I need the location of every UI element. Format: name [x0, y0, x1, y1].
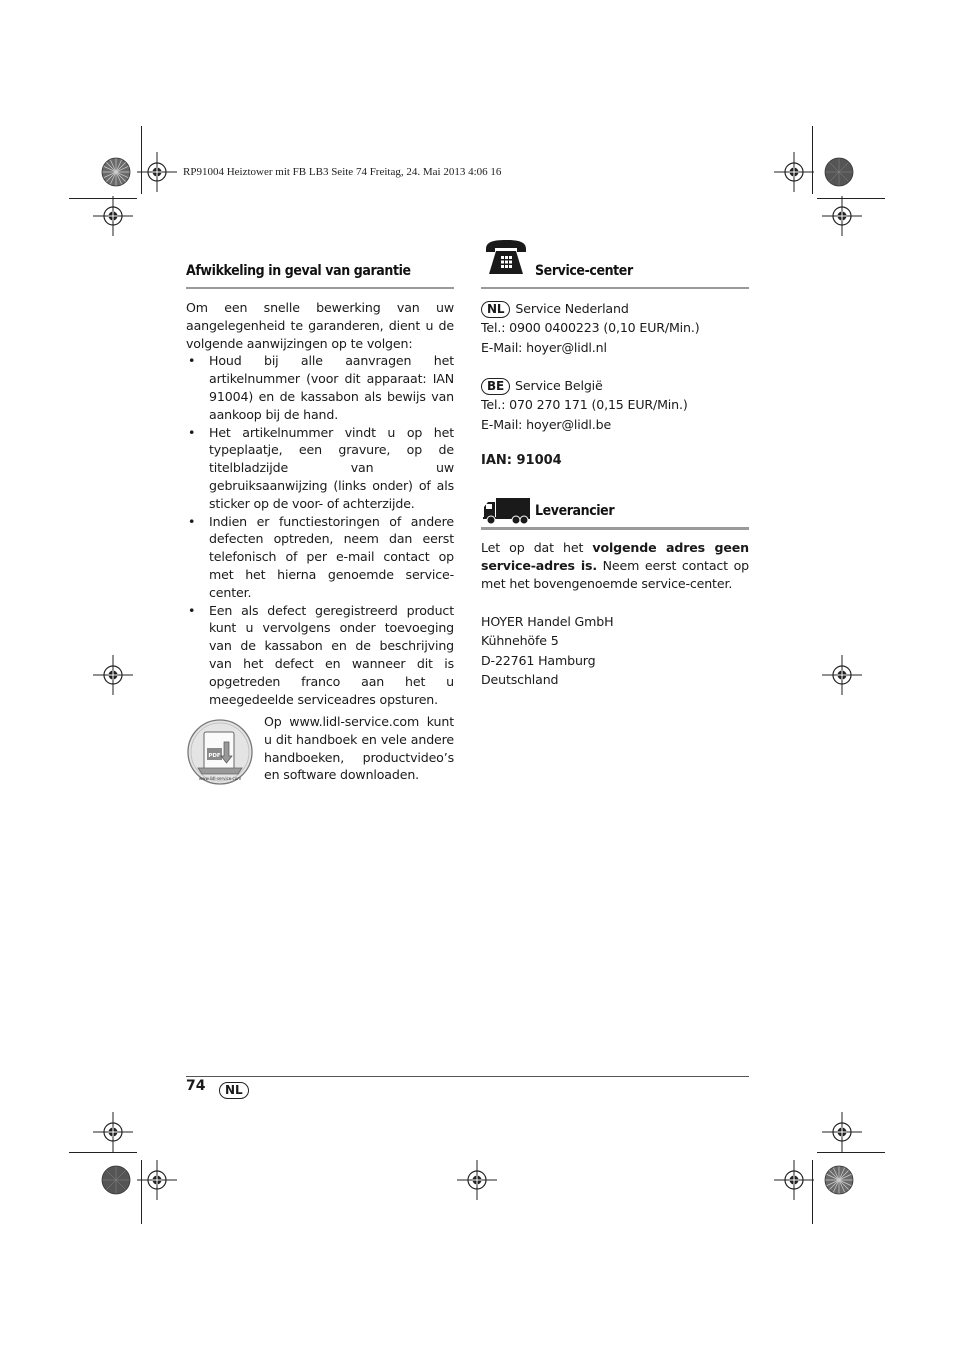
manual-download-icon [186, 718, 254, 786]
registration-mark-icon [822, 196, 862, 236]
warranty-section-title: Afwikkeling in geval van garantie [186, 263, 411, 279]
truck-icon [483, 497, 531, 525]
download-note: Op www.lidl-service.com kunt u dit handboek en vele andere handboeken, productvideo’s en software downloaden. [264, 714, 454, 783]
address-line: Deutschland [481, 671, 559, 687]
nl-service-name: Service Nederland [515, 301, 629, 316]
registration-mark-icon [93, 655, 133, 695]
service-nl-block [481, 299, 749, 357]
warranty-intro: Om een snelle bewerking van uw aangelegenheid te garanderen, dient u de volgende aanwijzingen op te volgen: [186, 300, 454, 351]
section-divider [186, 287, 454, 289]
list-item: • Indien er functiestoringen of andere defecten optreden, neem dan eerst telefonisch of per e-mail contact op met het hierna genoemde service-center. [186, 513, 454, 602]
section-divider [481, 287, 749, 289]
registration-mark-icon [93, 196, 133, 236]
color-swatch-icon [101, 1165, 131, 1195]
color-swatch-icon [101, 157, 131, 187]
supplier-title: Leverancier [535, 503, 615, 519]
list-item: • Een als defect geregistreerd product kunt u vervolgens onder toevoeging van de kassabon en de beschrijving van het defect en wanneer dit is opgetreden franco aan het u meegedeelde serviceadres opsturen. [186, 602, 454, 709]
ian-number: IAN: 91004 [481, 453, 562, 468]
address-line: HOYER Handel GmbH [481, 614, 614, 629]
color-swatch-icon [824, 157, 854, 187]
color-swatch-icon [824, 1165, 854, 1195]
supplier-note-bold: volgende adres geen service-adres is. [481, 540, 749, 573]
supplier-note: Let op dat het volgende adres geen service-adres is. Neem eerst contact op met het bovengenoemde service-center. [481, 540, 750, 591]
registration-mark-icon [137, 1160, 177, 1200]
service-center-title: Service-center [535, 263, 633, 279]
nl-email: E-Mail: hoyer@lidl.nl [481, 339, 607, 355]
be-service-name: Service België [515, 378, 603, 393]
print-slug: RP91004 Heiztower mit FB LB3 Seite 74 Freitag, 24. Mai 2013 4:06 16 [183, 166, 502, 178]
footer-divider [186, 1076, 749, 1077]
registration-mark-icon [93, 1112, 133, 1152]
be-email: E-Mail: hoyer@lidl.be [481, 416, 612, 432]
telephone-icon [483, 239, 529, 277]
registration-mark-icon [822, 655, 862, 695]
list-item: • Houd bij alle aanvragen het artikelnummer (voor dit apparaat: IAN 91004) en de kassabon als bewijs van aankoop bij de hand. [186, 352, 454, 423]
service-be-block [481, 376, 749, 434]
logo-pdf-label: PDF [208, 753, 221, 759]
footer-lang-badge: NL [219, 1082, 249, 1099]
page-number: 74 [186, 1078, 206, 1094]
warranty-body [186, 299, 454, 708]
registration-mark-icon [822, 1112, 862, 1152]
nl-badge: NL [481, 301, 510, 318]
be-phone: Tel.: 070 270 171 (0,15 EUR/Min.) [481, 397, 688, 413]
registration-mark-icon [137, 152, 177, 192]
registration-mark-icon [457, 1160, 497, 1200]
be-badge: BE [481, 378, 510, 395]
nl-phone: Tel.: 0900 0400223 (0,10 EUR/Min.) [481, 320, 700, 336]
logo-url: www.lidl-service.com [198, 776, 242, 781]
registration-mark-icon [774, 1160, 814, 1200]
section-divider [481, 527, 749, 530]
address-line: D-22761 Hamburg [481, 652, 596, 668]
supplier-address [481, 612, 749, 689]
warranty-list [186, 352, 454, 708]
registration-mark-icon [774, 152, 814, 192]
address-line: Kühnehöfe 5 [481, 633, 559, 649]
list-item: • Het artikelnummer vindt u op het typeplaatje, een gravure, op de titelbladzijde van uw gebruiksaanwijzing (links onder) of als sticker op de voor- of achterzijde. [186, 424, 454, 513]
